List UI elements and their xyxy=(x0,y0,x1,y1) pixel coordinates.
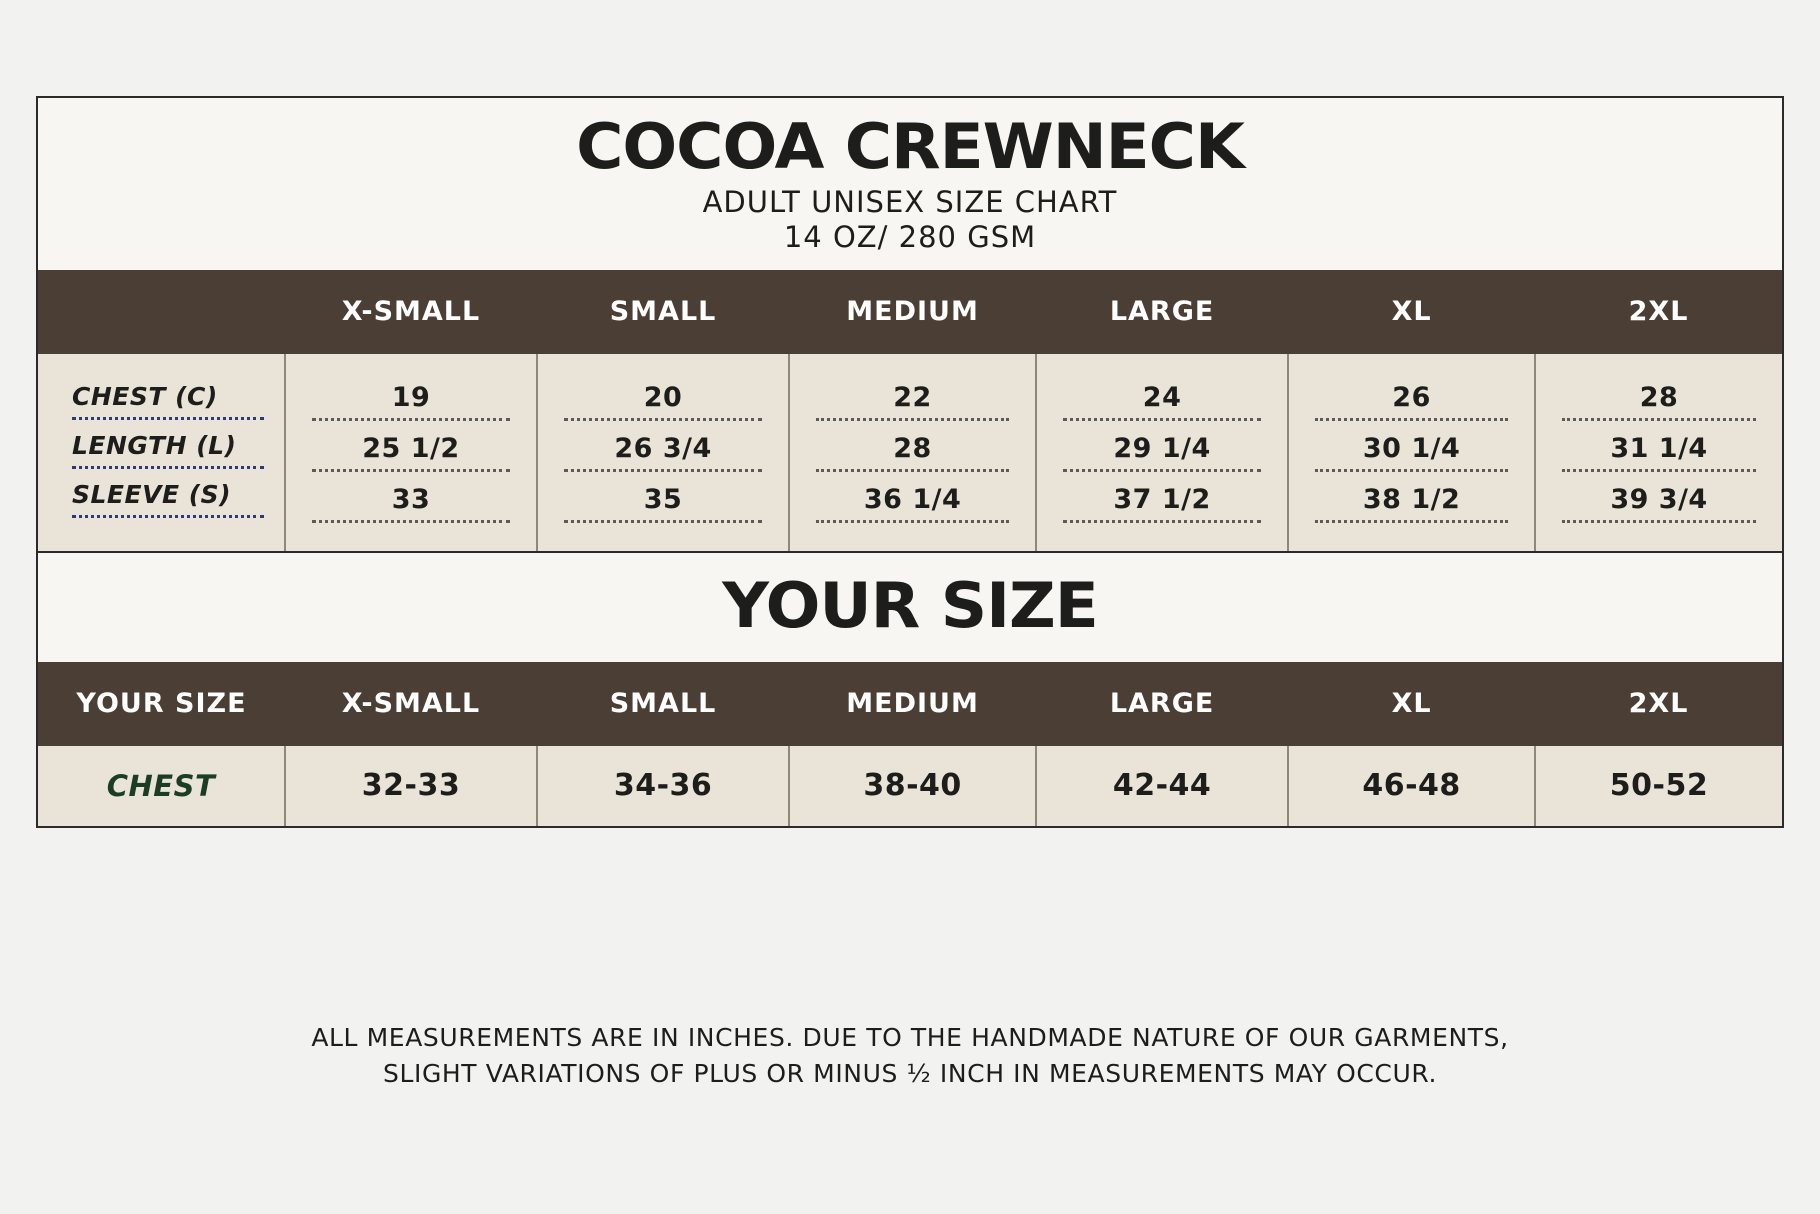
value-medium-length: 28 xyxy=(816,433,1009,472)
subtitle-line-1: ADULT UNISEX SIZE CHART xyxy=(702,185,1118,220)
label-chest: CHEST (C) xyxy=(72,382,264,420)
your-size-chest-row xyxy=(38,746,1782,826)
ys-value-medium: 38-40 xyxy=(789,746,1036,826)
title-block xyxy=(38,98,1782,270)
ys-header-cell-xl: XL xyxy=(1288,662,1535,746)
ys-value-xsmall: 32-33 xyxy=(285,746,537,826)
your-size-table xyxy=(38,662,1782,826)
header-cell-large: LARGE xyxy=(1036,270,1288,354)
value-medium-chest: 22 xyxy=(816,382,1009,421)
ys-value-small: 34-36 xyxy=(537,746,789,826)
measurement-labels-column xyxy=(38,354,285,551)
header-cell-2xl: 2XL xyxy=(1535,270,1782,354)
value-large-sleeve: 37 1/2 xyxy=(1063,484,1261,523)
value-small-length: 26 3/4 xyxy=(564,433,762,472)
value-2xl-sleeve: 39 3/4 xyxy=(1562,484,1756,523)
measurements-header-row xyxy=(38,270,1782,354)
header-cell-medium: MEDIUM xyxy=(789,270,1036,354)
ys-header-cell-small: SMALL xyxy=(537,662,789,746)
header-cell-small: SMALL xyxy=(537,270,789,354)
values-column-2xl xyxy=(1535,354,1782,551)
value-small-sleeve: 35 xyxy=(564,484,762,523)
value-xl-sleeve: 38 1/2 xyxy=(1315,484,1508,523)
footer-line-1: ALL MEASUREMENTS ARE IN INCHES. DUE TO THE HANDMADE NATURE OF OUR GARMENTS, xyxy=(311,1023,1509,1052)
value-xl-length: 30 1/4 xyxy=(1315,433,1508,472)
values-column-small xyxy=(537,354,789,551)
measurements-body-row xyxy=(38,354,1782,551)
value-medium-sleeve: 36 1/4 xyxy=(816,484,1009,523)
ys-header-cell-large: LARGE xyxy=(1036,662,1288,746)
measurements-table xyxy=(38,270,1782,551)
value-small-chest: 20 xyxy=(564,382,762,421)
size-chart-card xyxy=(36,96,1784,828)
label-sleeve: SLEEVE (S) xyxy=(72,480,264,518)
footer-line-2: SLIGHT VARIATIONS OF PLUS OR MINUS ½ INCH IN MEASUREMENTS MAY OCCUR. xyxy=(382,1059,1438,1089)
value-2xl-chest: 28 xyxy=(1562,382,1756,421)
page-title: COCOA CREWNECK xyxy=(576,110,1244,183)
values-column-xl xyxy=(1288,354,1535,551)
value-xsmall-chest: 19 xyxy=(312,382,510,421)
ys-row-label-chest: CHEST xyxy=(38,746,285,826)
ys-value-xl: 46-48 xyxy=(1288,746,1535,826)
ys-header-cell-medium: MEDIUM xyxy=(789,662,1036,746)
values-column-medium xyxy=(789,354,1036,551)
ys-header-cell-2xl: 2XL xyxy=(1535,662,1782,746)
value-large-length: 29 1/4 xyxy=(1063,433,1261,472)
values-column-xsmall xyxy=(285,354,537,551)
footer-note xyxy=(36,1020,1784,1093)
value-xsmall-sleeve: 33 xyxy=(312,484,510,523)
ys-header-cell-label: YOUR SIZE xyxy=(38,662,285,746)
value-2xl-length: 31 1/4 xyxy=(1562,433,1756,472)
header-cell-blank xyxy=(38,270,285,354)
ys-value-2xl: 50-52 xyxy=(1535,746,1782,826)
ys-value-large: 42-44 xyxy=(1036,746,1288,826)
label-length: LENGTH (L) xyxy=(72,431,264,469)
your-size-heading: YOUR SIZE xyxy=(722,568,1098,642)
values-column-large xyxy=(1036,354,1288,551)
ys-header-cell-xsmall: X-SMALL xyxy=(285,662,537,746)
your-size-banner xyxy=(38,551,1782,662)
value-xl-chest: 26 xyxy=(1315,382,1508,421)
your-size-header-row xyxy=(38,662,1782,746)
header-cell-xsmall: X-SMALL xyxy=(285,270,537,354)
value-large-chest: 24 xyxy=(1063,382,1261,421)
value-xsmall-length: 25 1/2 xyxy=(312,433,510,472)
header-cell-xl: XL xyxy=(1288,270,1535,354)
subtitle-line-2: 14 OZ/ 280 GSM xyxy=(783,220,1037,255)
